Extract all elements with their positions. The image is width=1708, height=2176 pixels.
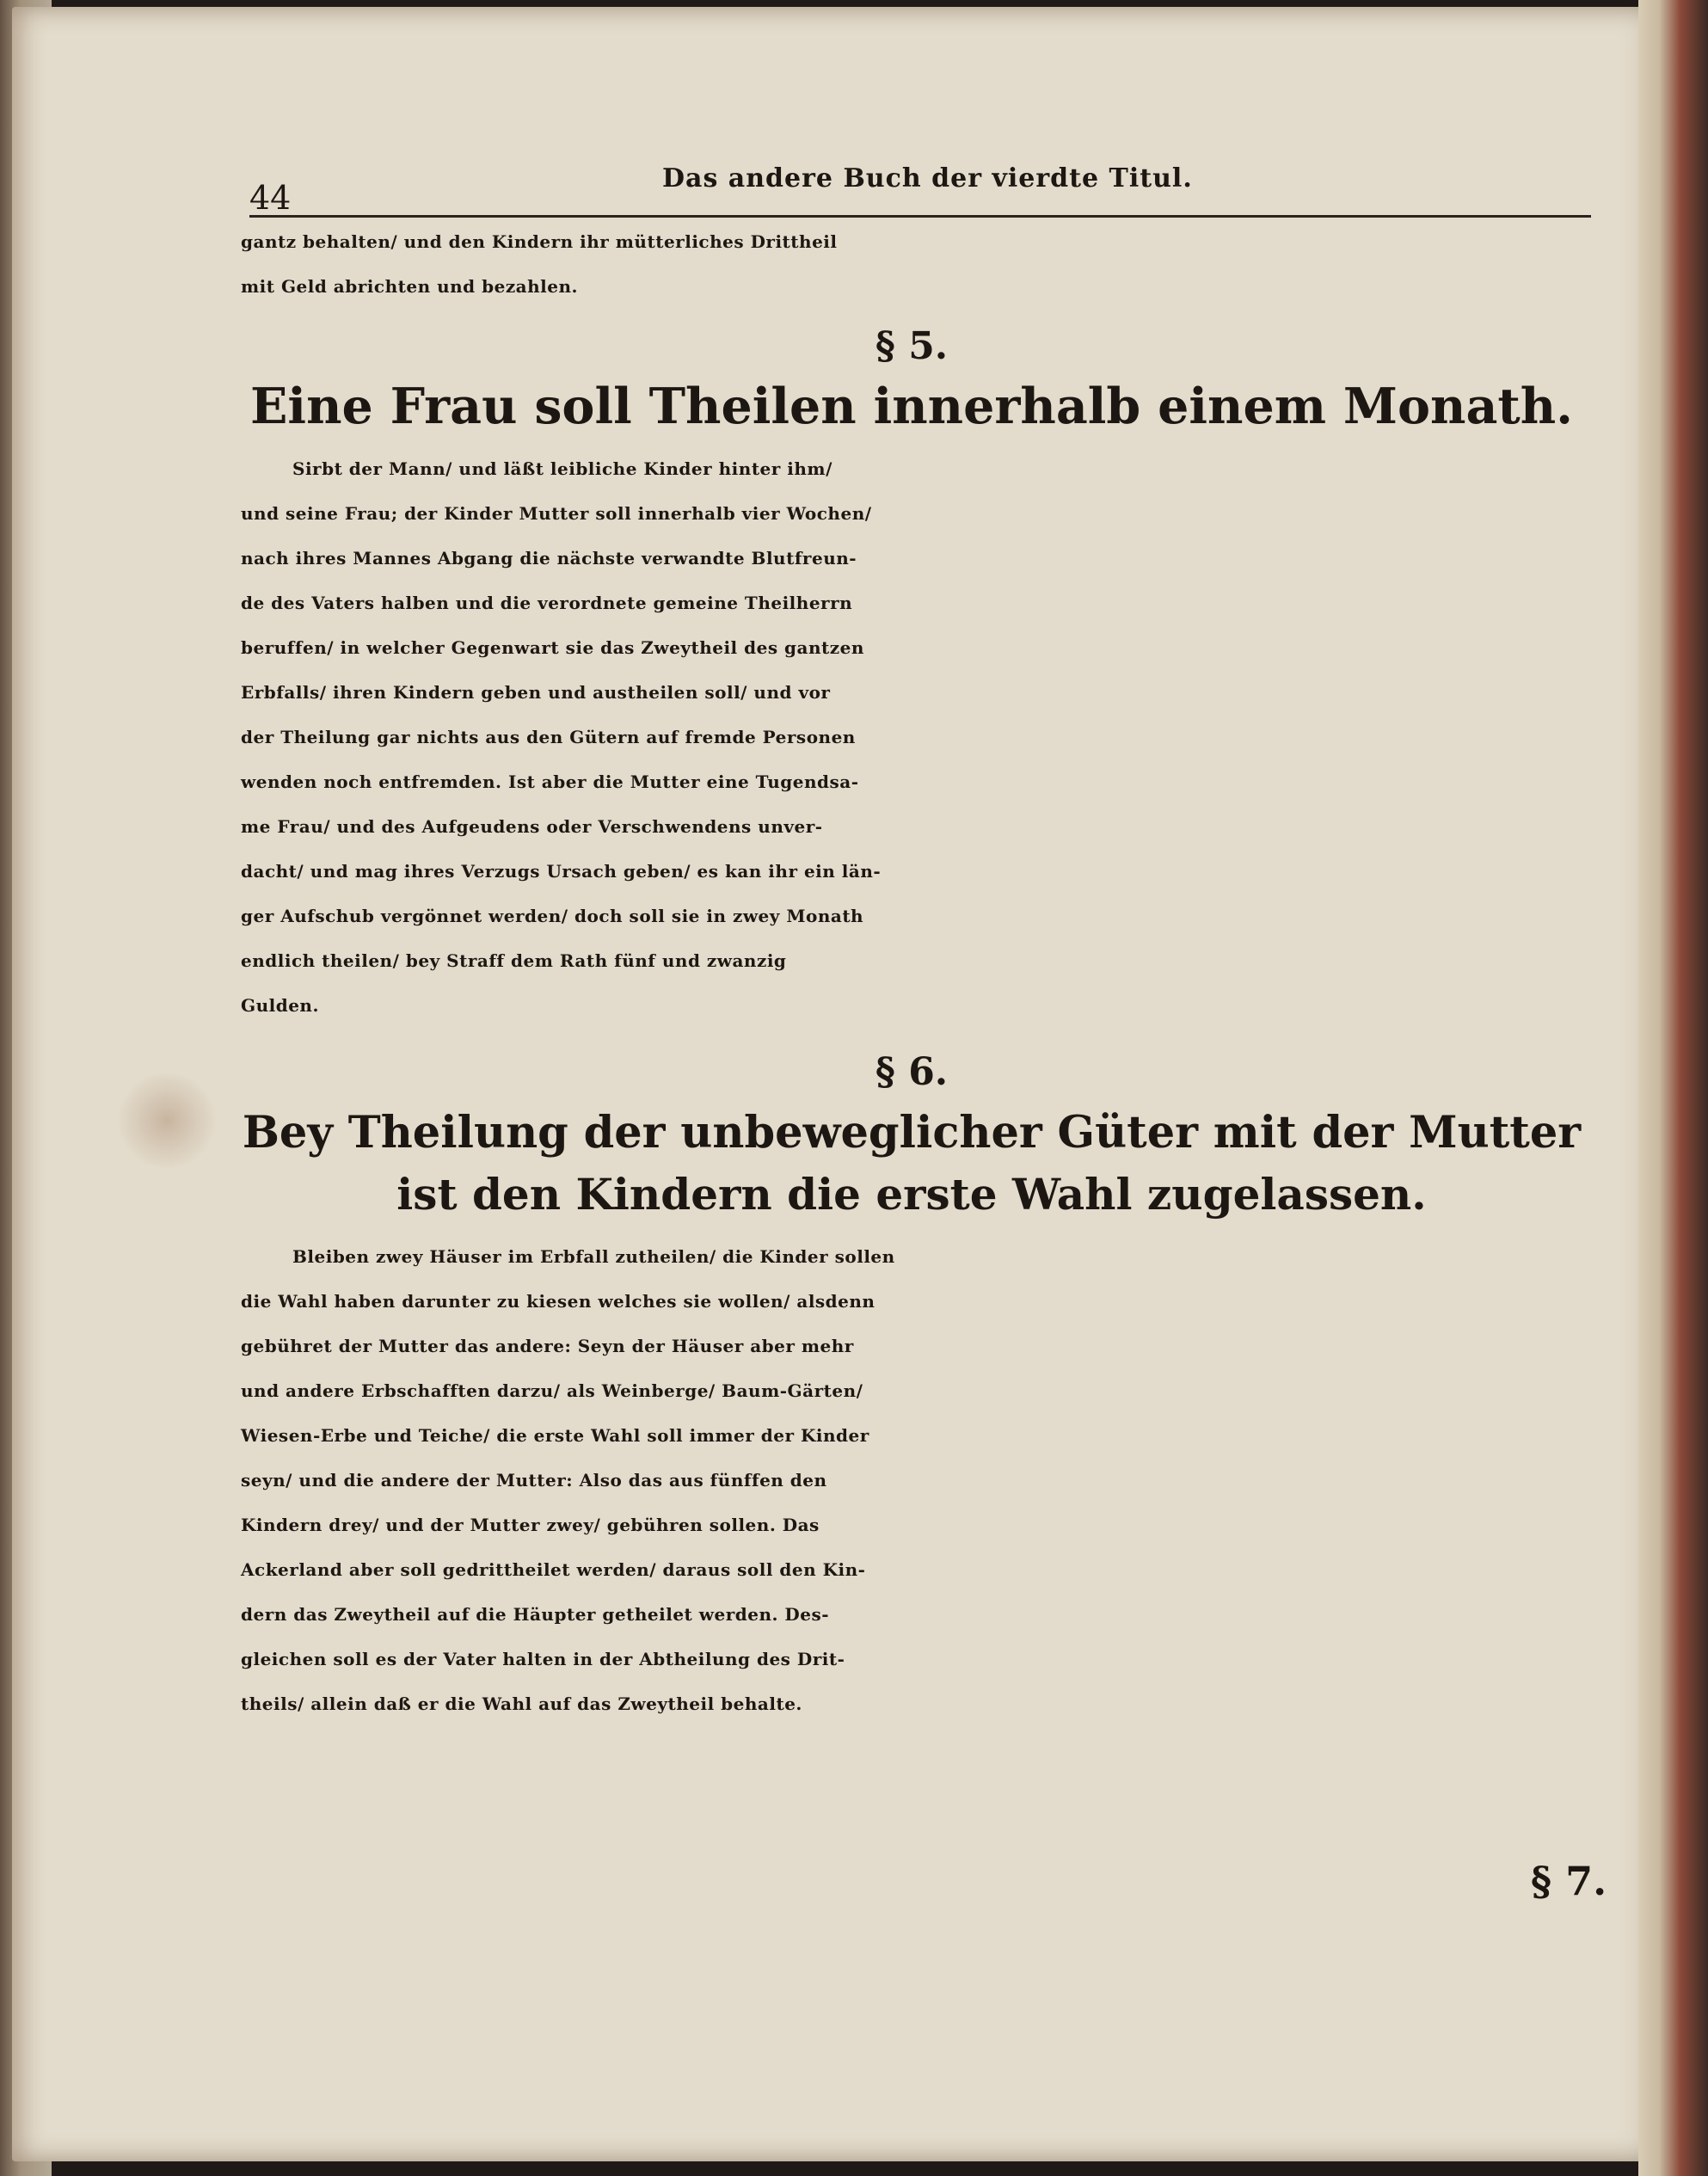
text-line: der Theilung gar nichts aus den Gütern auf fremde Personen — [241, 727, 856, 747]
text-line: wenden noch entfremden. Ist aber die Mutter eine Tugendsa- — [241, 771, 859, 792]
section-number-6: § 6. — [875, 1050, 949, 1094]
text-line: Ackerland aber soll gedrittheilet werden/ daraus soll den Kin- — [241, 1559, 866, 1580]
page-number: 44 — [249, 179, 292, 217]
intro-paragraph — [241, 219, 1617, 309]
text-line: gleichen soll es der Vater halten in der Abtheilung des Drit- — [241, 1649, 845, 1669]
text-line: theils/ allein daß er die Wahl auf das Zweytheil behalte. — [241, 1693, 802, 1714]
text-line: und seine Frau; der Kinder Mutter soll innerhalb vier Wochen/ — [241, 503, 872, 524]
section-6-paragraph — [241, 1234, 1617, 1726]
section-number-5: § 5. — [875, 324, 949, 368]
text-line: de des Vaters halben und die verordnete gemeine Theilherrn — [241, 593, 853, 613]
text-line: dern das Zweytheil auf die Häupter getheilet werden. Des- — [241, 1604, 830, 1625]
text-line: beruffen/ in welcher Gegenwart sie das Zweytheil des gantzen — [241, 637, 864, 658]
page-header — [249, 155, 1591, 218]
text-line: nach ihres Mannes Abgang die nächste verwandte Blutfreun- — [241, 548, 857, 569]
text-line: Kindern drey/ und der Mutter zwey/ gebühren sollen. Das — [241, 1515, 820, 1535]
text-line: dacht/ und mag ihres Verzugs Ursach geben/ es kan ihr ein län- — [241, 861, 882, 882]
text-line: Sirbt der Mann/ und läßt leibliche Kinder hinter ihm/ — [292, 458, 832, 479]
text-line: und andere Erbschafften darzu/ als Weinberge/ Baum-Gärten/ — [241, 1380, 863, 1401]
text-line: gebühret der Mutter das andere: Seyn der Häuser aber mehr — [241, 1336, 854, 1356]
section-6-heading: Bey Theilung der unbeweglicher Güter mit der Mutter — [242, 1107, 1582, 1159]
text-line: Bleiben zwey Häuser im Erbfall zutheilen/ die Kinder sollen — [292, 1246, 895, 1267]
section-6-subheading: ist den Kindern die erste Wahl zugelassen. — [396, 1169, 1427, 1220]
paper-stain — [115, 1073, 218, 1168]
text-line: Erbfalls/ ihren Kindern geben und austheilen soll/ und vor — [241, 682, 831, 703]
running-head: Das andere Buch der vierdte Titul. — [662, 163, 1193, 194]
text-line: ger Aufschub vergönnet werden/ doch soll sie in zwey Monath — [241, 906, 864, 926]
text-line: me Frau/ und des Aufgeudens oder Verschwendens unver- — [241, 816, 823, 837]
page-edge-stack — [1638, 0, 1708, 2176]
text-line: mit Geld abrichten und bezahlen. — [241, 276, 578, 297]
text-line: gantz behalten/ und den Kindern ihr mütterliches Drittheil — [241, 231, 838, 252]
text-line: die Wahl haben darunter zu kiesen welches sie wollen/ alsdenn — [241, 1291, 876, 1312]
section-5-heading: Eine Frau soll Theilen innerhalb einem Monath. — [249, 378, 1574, 435]
text-line: Gulden. — [241, 995, 319, 1016]
text-line: endlich theilen/ bey Straff dem Rath fünf und zwanzig — [241, 950, 787, 971]
catchword: § 7. — [1531, 1858, 1607, 1904]
page-text — [241, 155, 1617, 1726]
text-line: seyn/ und die andere der Mutter: Also das aus fünffen den — [241, 1470, 827, 1491]
section-5-paragraph — [241, 446, 1617, 1028]
text-line: Wiesen-Erbe und Teiche/ die erste Wahl soll immer der Kinder — [241, 1425, 869, 1446]
